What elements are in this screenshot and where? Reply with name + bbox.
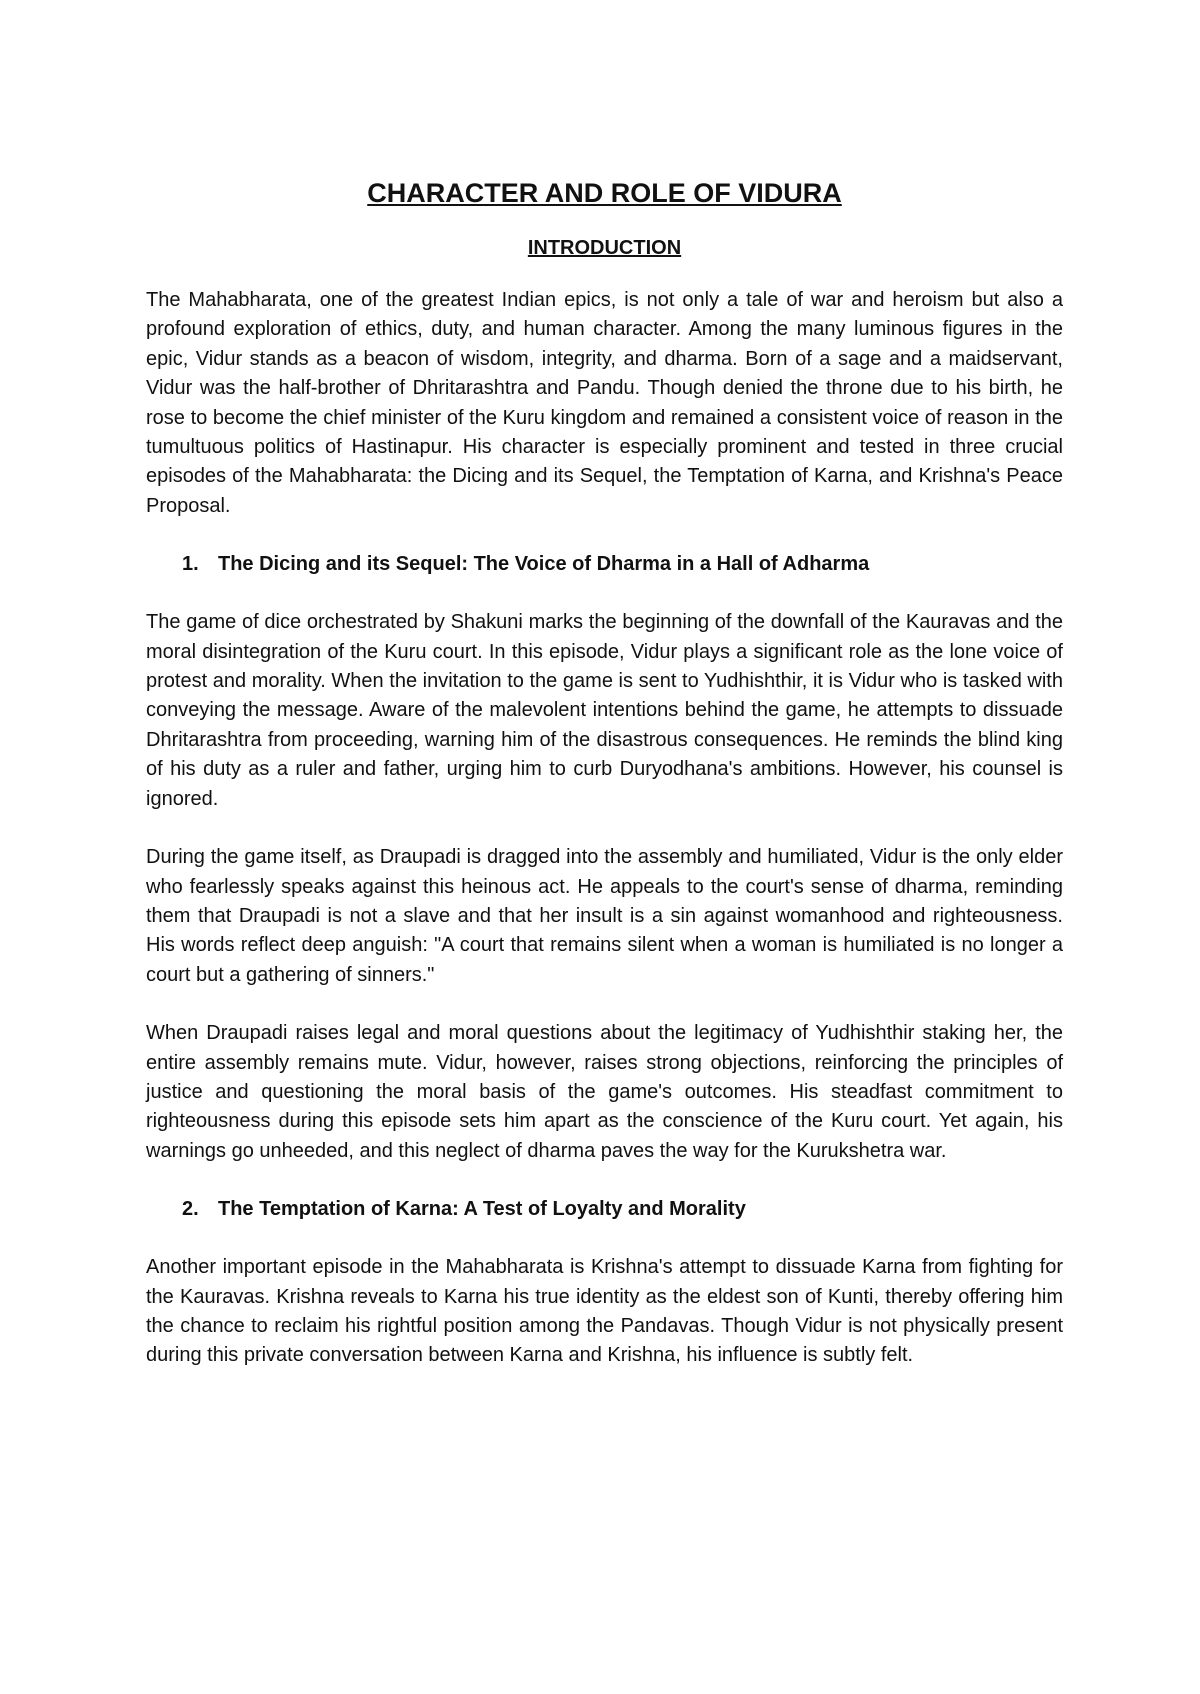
introduction-paragraph: The Mahabharata, one of the greatest Indian epics, is not only a tale of war and heroism but also a profound exploration of ethics, duty, and human character. Among the many luminous figures in the epic, Vidur stands as a beacon of wisdom, integrity, and dharma. Born of a sage and a maidservant, Vidur was the half-brother of Dhritarashtra and Pandu. Though denied the throne due to his birth, he rose to become the chief minister of the Kuru kingdom and remained a consistent voice of reason in the tumultuous politics of Hastinapur. His character is especially prominent and tested in three crucial episodes of the Mahabharata: the Dicing and its Sequel, the Temptation of Karna, and Krishna's Peace Proposal. (146, 289, 1063, 517)
section-1-paragraph-1: The game of dice orchestrated by Shakuni marks the beginning of the downfall of the Kauravas and the moral disintegration of the Kuru court. In this episode, Vidur plays a significant role as the lone voice of protest and morality. When the invitation to the game is sent to Yudhishthir, it is Vidur who is tasked with conveying the message. Aware of the malevolent intentions behind the game, he attempts to dissuade Dhritarashtra from proceeding, warning him of the disastrous consequences. He reminds the blind king of his duty as a ruler and father, urging him to curb Duryodhana's ambitions. However, his counsel is ignored. (146, 611, 1063, 810)
introduction-heading: INTRODUCTION (527, 237, 682, 259)
section-2-title: The Temptation of Karna: A Test of Loyalty and Morality (218, 1198, 746, 1221)
section-1-number: 1. (182, 553, 199, 576)
section-2-heading (182, 1195, 1063, 1224)
section-1-title: The Dicing and its Sequel: The Voice of Dharma in a Hall of Adharma (218, 553, 870, 576)
section-1-heading (182, 550, 1063, 579)
section-1-paragraph-2: During the game itself, as Draupadi is dragged into the assembly and humiliated, Vidur is the only elder who fearlessly speaks against this heinous act. He appeals to the court's sense of dharma, reminding them that Draupadi is not a slave and that her insult is a sin against womanhood and righteousness. His words reflect deep anguish: "A court that remains silent when a woman is humiliated is no longer a court but a gathering of sinners." (146, 846, 1063, 986)
document-title: CHARACTER AND ROLE OF VIDURA (367, 178, 842, 208)
section-2-paragraph-1: Another important episode in the Mahabharata is Krishna's attempt to dissuade Karna from fighting for the Kauravas. Krishna reveals to Karna his true identity as the eldest son of Kunti, thereby offering him the chance to reclaim his rightful position among the Pandavas. Though Vidur is not physically present during this private conversation between Karna and Krishna, his influence is subtly felt. (146, 1256, 1063, 1367)
section-1-paragraph-3: When Draupadi raises legal and moral questions about the legitimacy of Yudhishthir staking her, the entire assembly remains mute. Vidur, however, raises strong objections, reinforcing the principles of justice and questioning the moral basis of the game's outcomes. His steadfast commitment to righteousness during this episode sets him apart as the conscience of the Kuru court. Yet again, his warnings go unheeded, and this neglect of dharma paves the way for the Kurukshetra war. (146, 1022, 1063, 1162)
document-body (146, 176, 1063, 1400)
section-2-number: 2. (182, 1198, 199, 1221)
